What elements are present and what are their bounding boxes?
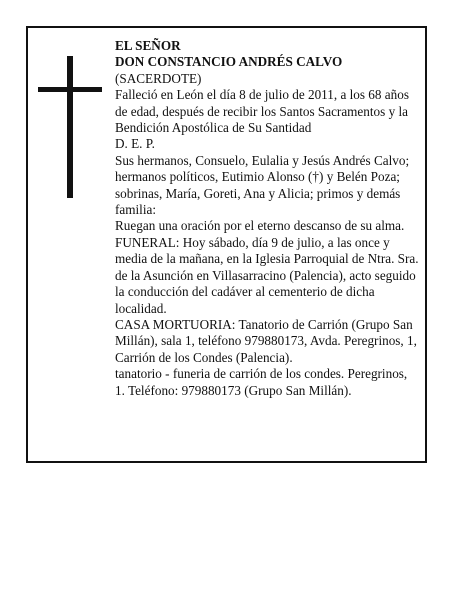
- cross-horizontal-bar: [38, 87, 102, 92]
- funeral-home-details: tanatorio - funeria de carrión de los condes. Peregrinos, 1. Teléfono: 979880173 (Grupo San Millán).: [115, 366, 408, 398]
- rip-line: D. E. P.: [115, 136, 155, 152]
- cross-icon: [38, 56, 102, 198]
- cross-vertical-bar: [67, 56, 73, 198]
- mortuary-details: CASA MORTUORIA: Tanatorio de Carrión (Grupo San Millán), sala 1, teléfono 979880173, Avda. Peregrinos, 1, Carrión de los Condes (Palencia).: [115, 316, 417, 365]
- deceased-role: (SACERDOTE): [115, 70, 202, 86]
- family-list: Sus hermanos, Consuelo, Eulalia y Jesús Andrés Calvo; hermanos políticos, Eutimio Alonso (†) y Belén Poza; sobrinas, María, Goreti, Ana y Alicia; primos y demás familia:: [115, 152, 410, 218]
- funeral-details: FUNERAL: Hoy sábado, día 9 de julio, a las once y media de la mañana, en la Iglesia Parroquial de Ntra. Sra. de la Asunción en Villasarracino (Palencia), acto seguido la conducción del cadáver al cementerio de dicha localidad.: [115, 234, 419, 316]
- obituary-title: EL SEÑOR: [115, 38, 181, 53]
- prayer-request: Ruegan una oración por el eterno descanso de su alma.: [115, 218, 405, 234]
- deceased-name: DON CONSTANCIO ANDRÉS CALVO: [115, 54, 343, 70]
- death-notice: Falleció en León el día 8 de julio de 2011, a los 68 años de edad, después de recibir los Santos Sacramentos y la Bendición Apostólica de Su Santidad: [115, 87, 409, 136]
- obituary-text: [115, 38, 420, 399]
